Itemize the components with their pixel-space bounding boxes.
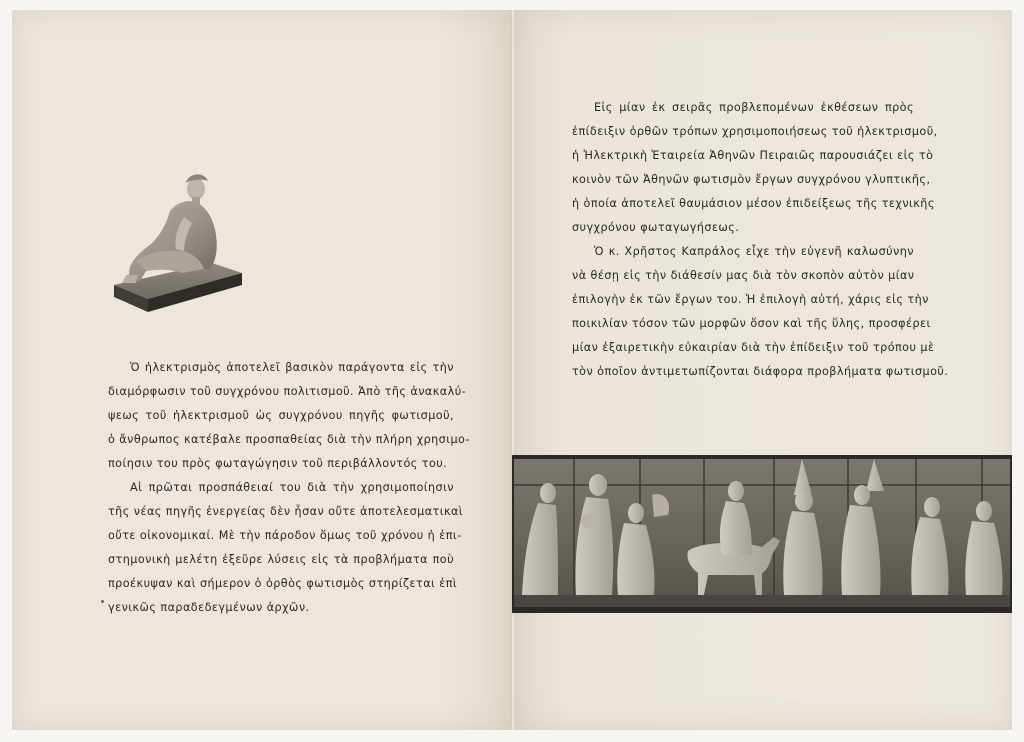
right-page-text — [572, 96, 949, 384]
left-paragraph-2 — [108, 476, 464, 620]
text-line: νὰ θέσῃ εἰς τὴν διάθεσίν μας διὰ τὸν σκοπὸν αὐτὸν μίαν — [572, 269, 915, 282]
text-line: Εἰς μίαν ἐκ σειρᾶς προβλεπομένων ἐκθέσεων πρὸς — [594, 101, 914, 114]
text-line: ἐπίδειξιν ὀρθῶν τρόπων χρησιμοποιήσεως τοῦ ἠλεκτρισμοῦ, — [572, 125, 938, 138]
text-line: μίαν ἐξαιρετικὴν εὐκαιρίαν διὰ τὴν ἐπίδειξιν τοῦ τρόπου μὲ — [572, 341, 935, 354]
text-line: κοινὸν τῶν Ἀθηνῶν φωτισμὸν ἔργων συγχρόνου γλυπτικῆς, — [572, 173, 931, 186]
text-line: διαμόρφωσιν τοῦ συγχρόνου πολιτισμοῦ. Ἀπὸ τῆς ἀνακαλύ- — [108, 385, 467, 398]
text-line: ἐπιλογὴν ἐκ τῶν ἔργων του. Ἡ ἐπιλογὴ αὐτή, χάρις εἰς τὴν — [572, 293, 929, 306]
text-line: ἡ ὁποία ἀποτελεῖ θαυμάσιον μέσον ἐπιδείξεως τῆς τεχνικῆς — [572, 197, 935, 210]
page-fold — [511, 10, 515, 730]
text-line: τὸν ὁποῖον ἀντιμετωπίζονται διάφορα προβλήματα φωτισμοῦ. — [572, 365, 949, 378]
text-line: συγχρόνου φωταγωγήσεως. — [572, 221, 740, 234]
text-line: ποικιλίαν τόσον τῶν μορφῶν ὅσον καὶ τῆς ὕλης, προσφέρει — [572, 317, 931, 330]
text-line: ὁ ἄνθρωπος κατέβαλε προσπαθείας διὰ τὴν πλήρη χρησιμο- — [108, 433, 470, 446]
text-line: τῆς νέας πηγῆς ἐνεργείας δὲν ἦσαν οὔτε ἀποτελεσματικαὶ — [108, 505, 464, 518]
text-line: Αἱ πρῶται προσπάθειαί του διὰ τὴν χρησιμοποίησιν — [130, 481, 454, 494]
text-line: Ὁ κ. Χρῆστος Καπράλος εἶχε τὴν εὐγενῆ καλωσύνην — [594, 245, 914, 258]
text-line: ποίησιν του πρὸς φωταγώγησιν τοῦ περιβάλλοντός του. — [108, 457, 448, 470]
text-line: ψεως τοῦ ἠλεκτρισμοῦ ὡς συγχρόνου πηγῆς φωτισμοῦ, — [108, 409, 454, 422]
right-paragraph-1 — [572, 96, 938, 240]
relief-frieze-photo — [512, 455, 1012, 613]
left-page-text — [108, 356, 470, 620]
text-line: Ὁ ἠλεκτρισμὸς ἀποτελεῖ βασικὸν παράγοντα εἰς τὴν — [130, 361, 454, 374]
text-line: οὔτε οἰκονομικαί. Μὲ τὴν πάροδον ὅμως τοῦ χρόνου ἡ ἐπι- — [108, 529, 462, 542]
text-line: προέκυψαν καὶ σήμερον ὁ ὀρθὸς φωτισμὸς στηρίζεται ἐπὶ — [108, 577, 458, 590]
text-line: στημονικὴ μελέτη ἐξεῦρε λύσεις εἰς τὰ προβλήματα ποὺ — [108, 553, 454, 566]
text-line: ἡ Ἠλεκτρικὴ Ἑταιρεία Ἀθηνῶν Πειραιῶς παρουσιάζει εἰς τὸ — [572, 149, 934, 162]
left-paragraph-1 — [108, 356, 470, 476]
seated-figure-sculpture-photo — [112, 165, 244, 315]
right-paragraph-2 — [572, 240, 949, 384]
text-line: γενικῶς παραδεδεγμένων ἀρχῶν. — [108, 601, 310, 614]
ink-speck — [101, 600, 104, 603]
